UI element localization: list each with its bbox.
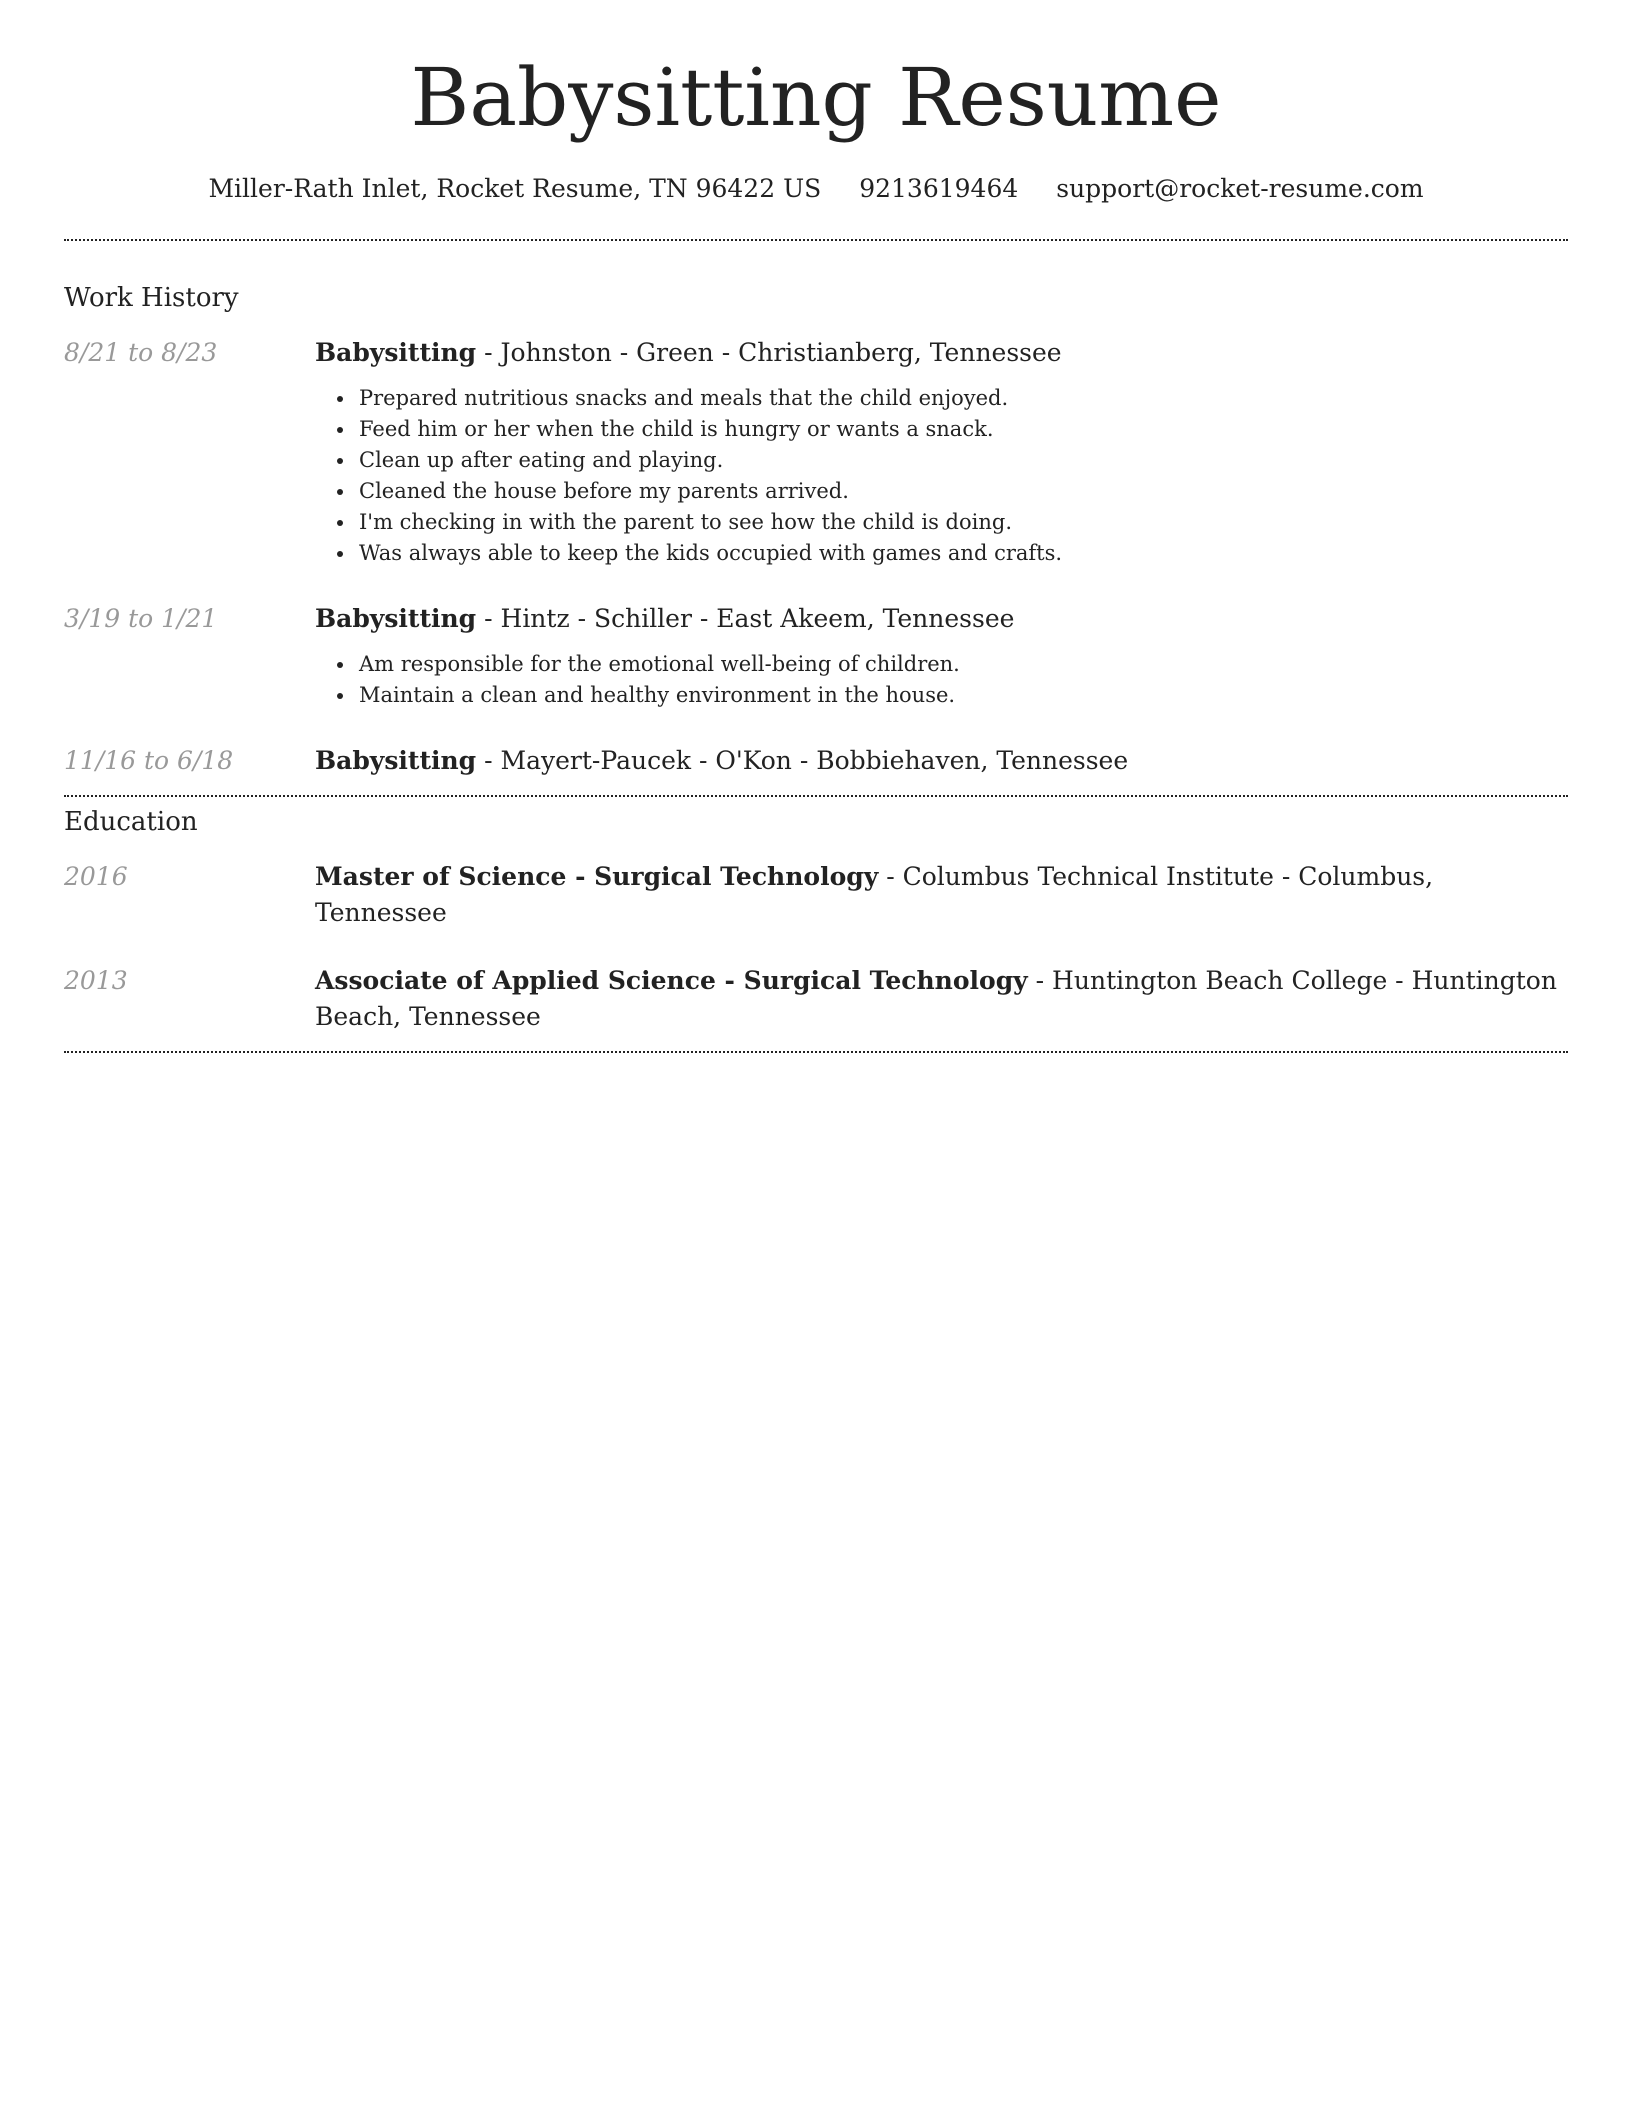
resume-title: Babysitting Resume [410,51,1222,144]
work-entry [64,743,1568,779]
bullet-item: Am responsible for the emotional well-being of children. [337,649,1568,680]
work-entry [64,601,1568,711]
work-history-heading: Work History [64,283,239,313]
bullet-item: Feed him or her when the child is hungry or wants a snack. [337,414,1568,445]
education-entry [64,859,1568,931]
divider [64,239,1568,241]
work-entry [64,335,1568,569]
job-details: - Mayert-Paucek - O'Kon - Bobbiehaven, Tennessee [476,746,1129,775]
work-body [315,601,1568,711]
work-title [315,335,1568,371]
bullet-item: Clean up after eating and playing. [337,445,1568,476]
phone: 9213619464 [859,174,1019,203]
divider [64,1051,1568,1053]
education-entry [64,963,1568,1035]
bullet-item: Cleaned the house before my parents arrived. [337,476,1568,507]
degree: Master of Science - Surgical Technology [315,862,879,891]
education-title [315,963,1568,1035]
education-year: 2013 [64,966,128,995]
divider [64,795,1568,797]
bullet-item: Was always able to keep the kids occupied with games and crafts. [337,538,1568,569]
school-details: - Huntington Beach College - Huntington Beach, Tennessee [315,966,1557,1031]
job-title: Babysitting [315,338,477,367]
contact-line [64,174,1568,203]
work-dates: 8/21 to 8/23 [64,338,218,367]
work-bullets [315,649,1568,711]
job-title: Babysitting [315,604,477,633]
work-body [315,743,1568,779]
education-body [315,859,1568,931]
education-title [315,859,1568,931]
job-title: Babysitting [315,746,477,775]
education-body [315,963,1568,1035]
job-details: - Johnston - Green - Christianberg, Tennessee [476,338,1062,367]
work-title [315,601,1568,637]
bullet-item: Prepared nutritious snacks and meals that the child enjoyed. [337,383,1568,414]
degree: Associate of Applied Science - Surgical Technology [315,966,1028,995]
address: Miller-Rath Inlet, Rocket Resume, TN 96422 US [208,174,822,203]
school-details: - Columbus Technical Institute - Columbus, Tennessee [315,862,1434,927]
education-year: 2016 [64,862,128,891]
work-dates: 3/19 to 1/21 [64,604,218,633]
work-bullets [315,383,1568,569]
bullet-item: I'm checking in with the parent to see how the child is doing. [337,507,1568,538]
email: support@rocket-resume.com [1056,174,1424,203]
work-title [315,743,1568,779]
job-details: - Hintz - Schiller - East Akeem, Tennessee [476,604,1015,633]
bullet-item: Maintain a clean and healthy environment in the house. [337,680,1568,711]
work-dates: 11/16 to 6/18 [64,746,234,775]
education-heading: Education [64,807,198,837]
work-body [315,335,1568,569]
